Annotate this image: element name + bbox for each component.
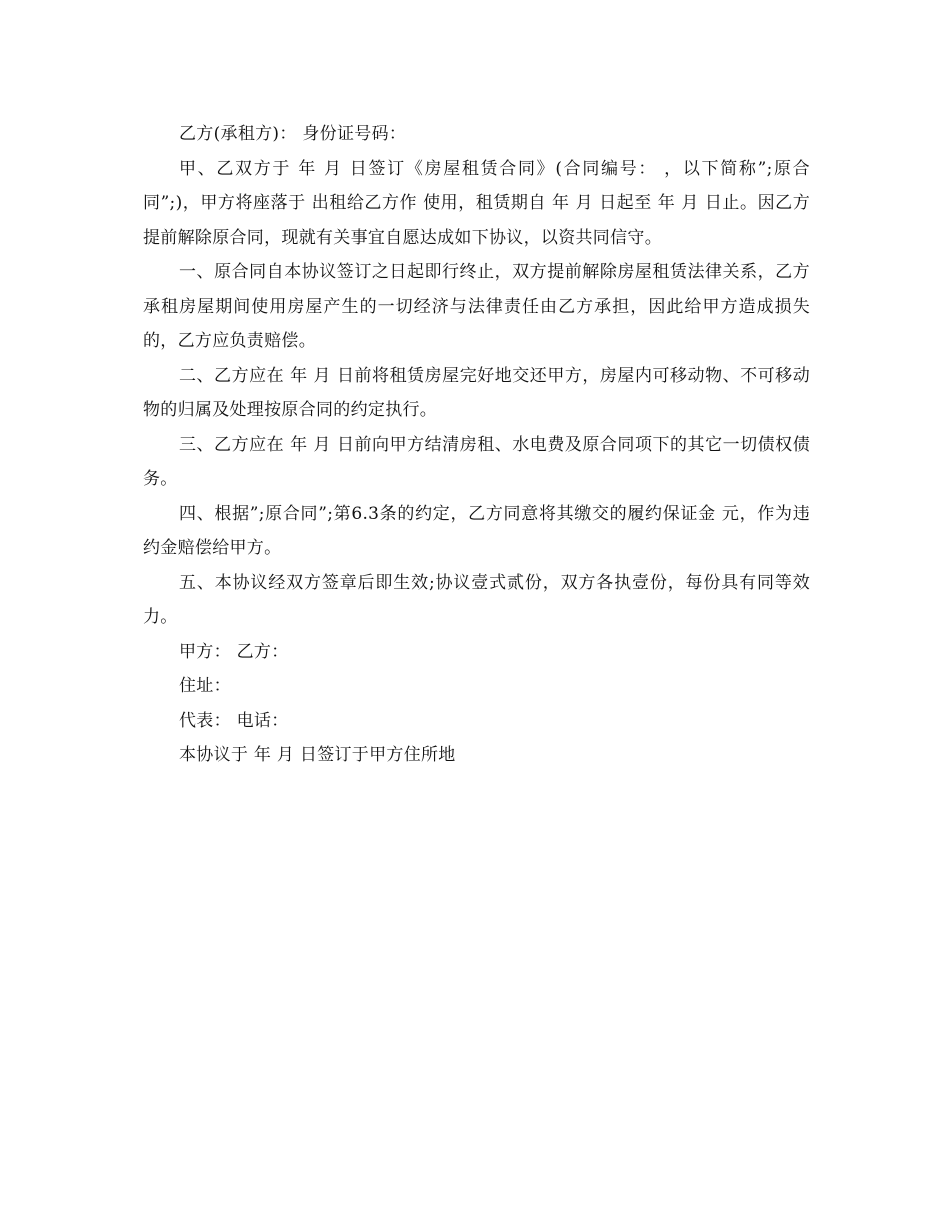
preamble-paragraph: 甲、乙双方于 年 月 日签订《房屋租赁合同》(合同编号： ，以下简称”;原合同”;)，甲方将座落于 出租给乙方作 使用，租赁期自 年 月 日起至 年 月 日止。因乙方提前解除原合同，现就有关事宜自愿达成如下协议，以资共同信守。 [143, 158, 810, 248]
signature-address: 住址： [179, 676, 231, 696]
signature-parties: 甲方： 乙方： [179, 641, 289, 662]
agreement-body [143, 117, 810, 773]
signature-representative-phone: 代表： 电话： [179, 710, 289, 731]
clause-5: 五、本协议经双方签章后即生效;协议壹式贰份，双方各执壹份，每份具有同等效力。 [143, 572, 810, 627]
party-b-line: 乙方(承租方)： 身份证号码： [179, 124, 407, 144]
clause-1: 一、原合同自本协议签订之日起即行终止，双方提前解除房屋租赁法律关系，乙方承租房屋期间使用房屋产生的一切经济与法律责任由乙方承担，因此给甲方造成损失的，乙方应负责赔偿。 [143, 262, 810, 351]
signing-date-place: 本协议于 年 月 日签订于甲方住所地 [179, 745, 456, 765]
clause-3: 三、乙方应在 年 月 日前向甲方结清房租、水电费及原合同项下的其它一切债权债务。 [143, 434, 810, 489]
clause-4: 四、根据”;原合同”;第6.3条的约定，乙方同意将其缴交的履约保证金 元，作为违约金赔偿给甲方。 [143, 503, 810, 558]
clause-2: 二、乙方应在 年 月 日前将租赁房屋完好地交还甲方，房屋内可移动物、不可移动物的归属及处理按原合同的约定执行。 [143, 365, 810, 420]
